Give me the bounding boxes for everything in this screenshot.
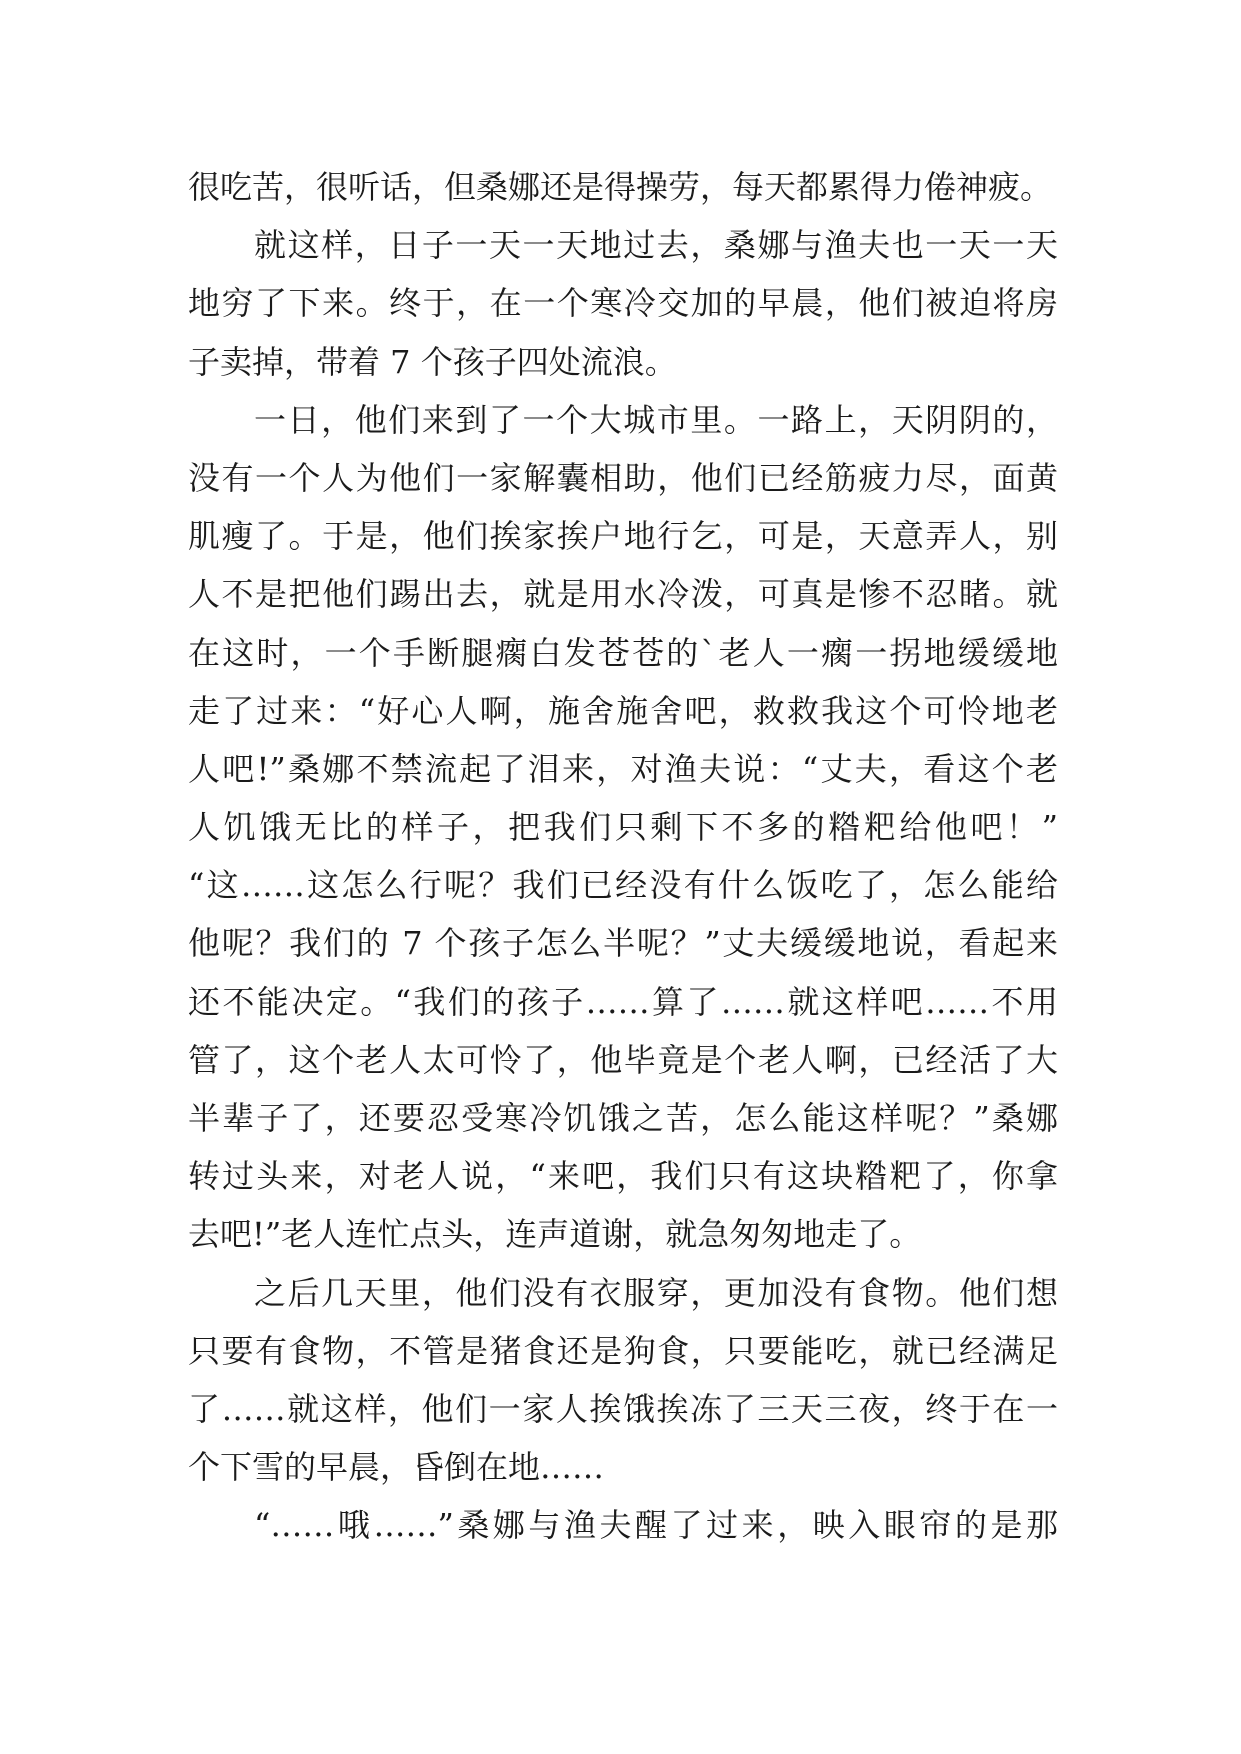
- text-line: “……哦……”桑娜与渔夫醒了过来，映入眼帘的是那: [254, 1506, 1058, 1545]
- text-line: 只要有食物，不管是猪食还是狗食，只要能吃，就已经满足: [188, 1331, 1058, 1370]
- text-line: 很吃苦，很听话，但桑娜还是得操劳，每天都累得力倦神疲。: [188, 168, 1053, 206]
- text-line: 了……就这样，他们一家人挨饿挨冻了三天三夜，终于在一: [188, 1389, 1058, 1428]
- text-line: 地穷了下来。终于，在一个寒冷交加的早晨，他们被迫将房: [188, 284, 1058, 323]
- text-line: 人饥饿无比的样子，把我们只剩下不多的糌粑给他吧！”: [188, 808, 1058, 847]
- text-line: 半辈子了，还要忍受寒冷饥饿之苦，怎么能这样呢？”桑娜: [188, 1099, 1058, 1137]
- text-line: 肌瘦了。于是，他们挨家挨户地行乞，可是，天意弄人，别: [188, 517, 1058, 556]
- body-text: [188, 158, 1058, 1555]
- text-line: 子卖掉，带着 7 个孩子四处流浪。: [188, 342, 677, 381]
- text-line: 走了过来：“好心人啊，施舍施舍吧，救救我这个可怜地老: [188, 691, 1058, 730]
- text-line: 个下雪的早晨，昏倒在地……: [188, 1448, 605, 1487]
- text-line: 转过头来，对老人说，“来吧，我们只有这块糌粑了，你拿: [188, 1157, 1058, 1196]
- text-line: 去吧!”老人连忙点头，连声道谢，就急匆匆地走了。: [188, 1215, 922, 1254]
- text-line: 没有一个人为他们一家解囊相助，他们已经筋疲力尽，面黄: [188, 458, 1058, 497]
- text-line: 在这时，一个手断腿瘸白发苍苍的`老人一瘸一拐地缓缓地: [188, 633, 1058, 672]
- text-line: “这……这怎么行呢？我们已经没有什么饭吃了，怎么能给: [188, 866, 1058, 905]
- text-line: 之后几天里，他们没有衣服穿，更加没有食物。他们想: [254, 1273, 1058, 1312]
- text-line: 人吧!”桑娜不禁流起了泪来，对渔夫说：“丈夫，看这个老: [188, 749, 1058, 788]
- text-line: 他呢？我们的 7 个孩子怎么半呢？”丈夫缓缓地说，看起来: [188, 924, 1058, 963]
- text-line: 一日，他们来到了一个大城市里。一路上，天阴阴的，: [254, 400, 1058, 439]
- text-line: 人不是把他们踢出去，就是用水冷泼，可真是惨不忍睹。就: [188, 575, 1058, 614]
- text-line: 就这样，日子一天一天地过去，桑娜与渔夫也一天一天: [254, 226, 1058, 265]
- text-line: 管了，这个老人太可怜了，他毕竟是个老人啊，已经活了大: [188, 1040, 1058, 1079]
- text-line: 还不能决定。“我们的孩子……算了……就这样吧……不用: [188, 982, 1058, 1021]
